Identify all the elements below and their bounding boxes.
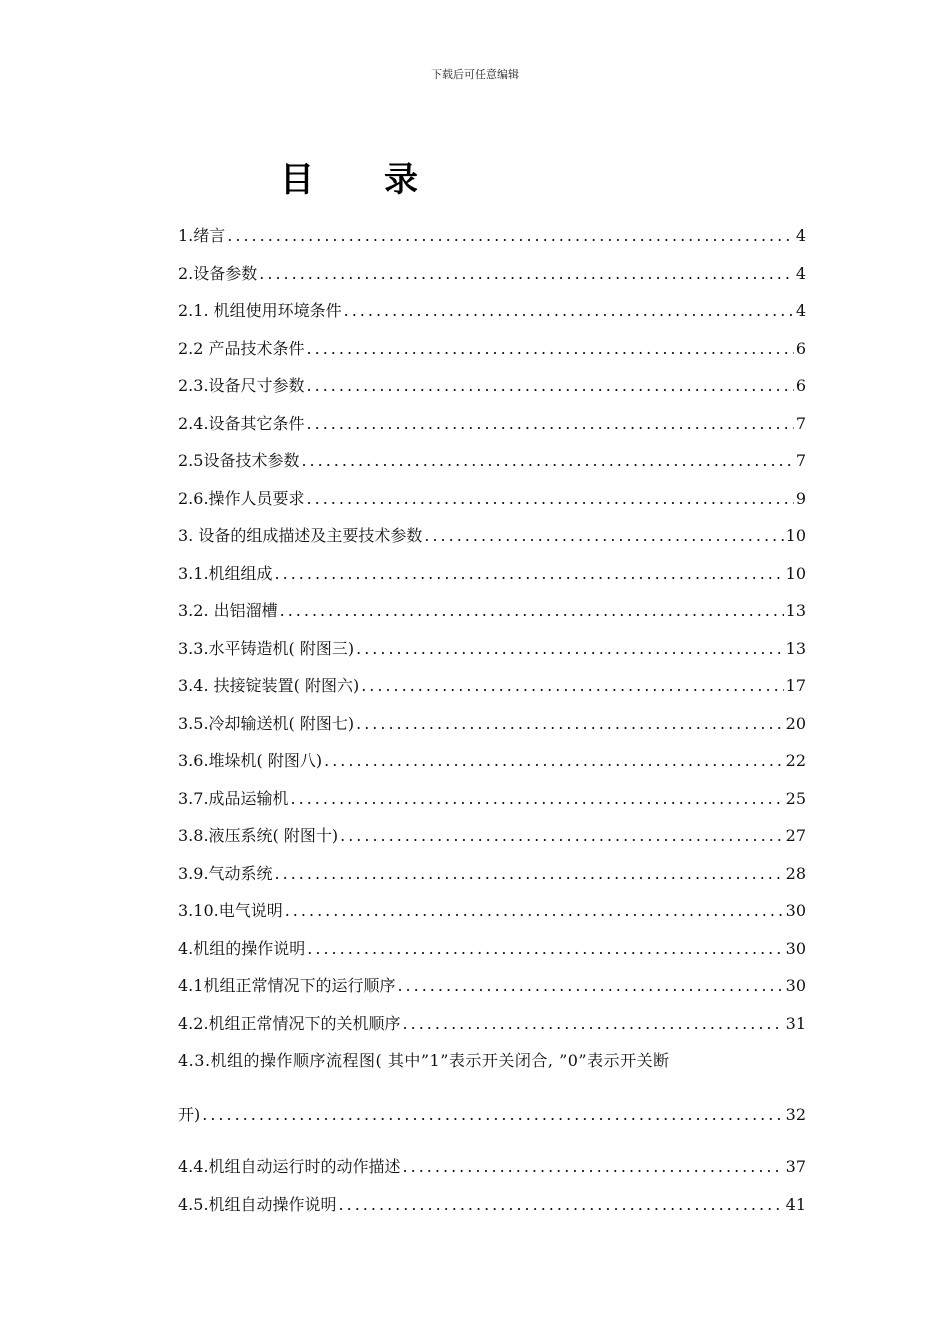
toc-entry-page: 7: [795, 451, 806, 470]
toc-entry[interactable]: [178, 299, 806, 337]
toc-entry[interactable]: [178, 374, 806, 412]
toc-leader-dots: [344, 299, 794, 323]
toc-leader-dots: [280, 599, 784, 623]
toc-entry-page: 32: [785, 1105, 806, 1124]
toc-entry-label: 2.4.设备其它条件: [178, 413, 305, 433]
toc-entry[interactable]: [178, 674, 806, 712]
toc-entry-label: 4.5.机组自动操作说明: [178, 1194, 337, 1214]
toc-entry[interactable]: [178, 712, 806, 750]
toc-leader-dots: [291, 787, 784, 811]
toc-entry-page: 6: [795, 376, 806, 395]
toc-entry-page: 6: [795, 338, 806, 358]
toc-leader-dots: [403, 1155, 784, 1179]
toc-entry-page: 4: [795, 226, 806, 245]
toc-entry[interactable]: [178, 412, 806, 450]
toc-entry[interactable]: [178, 974, 806, 1012]
toc-leader-dots: [275, 562, 784, 586]
toc-entry-label: 4.机组的操作说明: [178, 938, 306, 958]
toc-leader-dots: [356, 637, 784, 661]
toc-entry[interactable]: [178, 524, 806, 562]
toc-entry-page: 41: [785, 1194, 806, 1214]
toc-entry-label: 4.3.机组的操作顺序流程图( 其中”1”表示开关闭合, ”0”表示开关断: [178, 1051, 670, 1070]
toc-leader-dots: [301, 449, 793, 473]
toc-entry-page: 22: [785, 751, 806, 770]
table-of-contents: [178, 224, 806, 1230]
toc-entry-label: 2.6.操作人员要求: [178, 488, 305, 508]
toc-entry-label: 2.2 产品技术条件: [178, 338, 305, 358]
page-title: [280, 152, 418, 201]
toc-entry-label: 2.3.设备尺寸参数: [178, 376, 305, 395]
toc-leader-dots: [307, 487, 794, 511]
toc-entry[interactable]: [178, 449, 806, 487]
toc-entry-label: 3. 设备的组成描述及主要技术参数: [178, 526, 423, 545]
toc-entry[interactable]: [178, 1012, 806, 1050]
toc-entry-label: 3.2. 出铝溜槽: [178, 601, 278, 620]
toc-entry-page: 4: [795, 263, 806, 283]
toc-entry-label: 3.4. 扶接锭装置( 附图六): [178, 676, 360, 695]
toc-entry-page: 10: [785, 526, 806, 545]
toc-entry-page: 17: [785, 676, 806, 695]
toc-entry-page: 30: [785, 976, 806, 995]
toc-entry[interactable]: [178, 937, 806, 975]
toc-leader-dots: [324, 749, 784, 773]
toc-entry-page: 28: [785, 863, 806, 883]
toc-entry-label: 2.5设备技术参数: [178, 451, 300, 470]
toc-leader-dots: [307, 337, 794, 361]
toc-entry-label: 3.5.冷却输送机( 附图七): [178, 713, 355, 733]
toc-entry[interactable]: [178, 1193, 806, 1231]
toc-entry-label: 2.1. 机组使用环境条件: [178, 301, 342, 320]
toc-entry-page: 7: [795, 413, 806, 433]
toc-list: [178, 224, 806, 1049]
toc-entry-page: 4: [795, 301, 806, 320]
toc-entry-page: 13: [785, 601, 806, 620]
toc-entry-label: 2.设备参数: [178, 263, 258, 283]
toc-entry[interactable]: [178, 862, 806, 900]
toc-entry-page: 9: [795, 488, 806, 508]
toc-entry-wrapped[interactable]: [178, 1049, 806, 1143]
toc-leader-dots: [227, 224, 794, 248]
toc-entry-label: 3.6.堆垛机( 附图八): [178, 751, 323, 770]
toc-leader-dots: [340, 824, 784, 848]
toc-entry[interactable]: [178, 749, 806, 787]
toc-entry-page: 30: [785, 938, 806, 958]
toc-leader-dots: [339, 1193, 784, 1217]
toc-entry-label: 3.3.水平铸造机( 附图三): [178, 638, 355, 658]
toc-leader-dots: [285, 899, 784, 923]
title-char-1: 目: [280, 160, 314, 200]
toc-leader-dots: [307, 937, 783, 961]
toc-leader-dots: [403, 1012, 784, 1036]
toc-entry-label: 3.8.液压系统( 附图十): [178, 826, 339, 845]
toc-entry-label: 4.2.机组正常情况下的关机顺序: [178, 1013, 401, 1033]
toc-leader-dots: [275, 862, 784, 886]
toc-leader-dots: [259, 262, 794, 286]
toc-entry-label: 4.1机组正常情况下的运行顺序: [178, 976, 396, 995]
toc-entry[interactable]: [178, 899, 806, 937]
toc-entry[interactable]: [178, 787, 806, 825]
toc-entry-page: 13: [785, 638, 806, 658]
toc-entry-label: 4.4.机组自动运行时的动作描述: [178, 1157, 401, 1176]
toc-entry-page: 37: [785, 1157, 806, 1176]
toc-entry[interactable]: [178, 1155, 806, 1193]
title-char-2: 录: [384, 160, 418, 200]
toc-leader-dots: [356, 712, 784, 736]
toc-entry[interactable]: [178, 337, 806, 375]
toc-entry[interactable]: [178, 262, 806, 300]
toc-leader-dots: [397, 974, 783, 998]
toc-entry-label: 3.10.电气说明: [178, 901, 283, 920]
toc-entry-page: 31: [785, 1013, 806, 1033]
toc-entry[interactable]: [178, 487, 806, 525]
toc-entry[interactable]: [178, 824, 806, 862]
toc-leader-dots: [202, 1103, 783, 1127]
toc-entry[interactable]: [178, 599, 806, 637]
toc-leader-dots: [424, 524, 783, 548]
toc-entry-label: 3.1.机组组成: [178, 563, 273, 583]
toc-entry-page: 25: [785, 788, 806, 808]
toc-leader-dots: [307, 412, 794, 436]
toc-list-tail: [178, 1155, 806, 1230]
toc-entry[interactable]: [178, 562, 806, 600]
toc-entry-page: 10: [785, 563, 806, 583]
toc-entry-label-cont: 开): [178, 1105, 201, 1124]
toc-entry-page: 27: [785, 826, 806, 845]
toc-entry[interactable]: [178, 224, 806, 262]
toc-entry-page: 30: [785, 901, 806, 920]
toc-entry-page: 20: [785, 713, 806, 733]
toc-entry[interactable]: [178, 637, 806, 675]
page-header: 下载后可任意编辑: [431, 68, 519, 81]
toc-entry-label: 3.9.气动系统: [178, 863, 273, 883]
toc-entry-label: 3.7.成品运输机: [178, 788, 289, 808]
toc-leader-dots: [361, 674, 783, 698]
toc-entry-label: 1.绪言: [178, 226, 226, 245]
toc-leader-dots: [307, 374, 794, 398]
